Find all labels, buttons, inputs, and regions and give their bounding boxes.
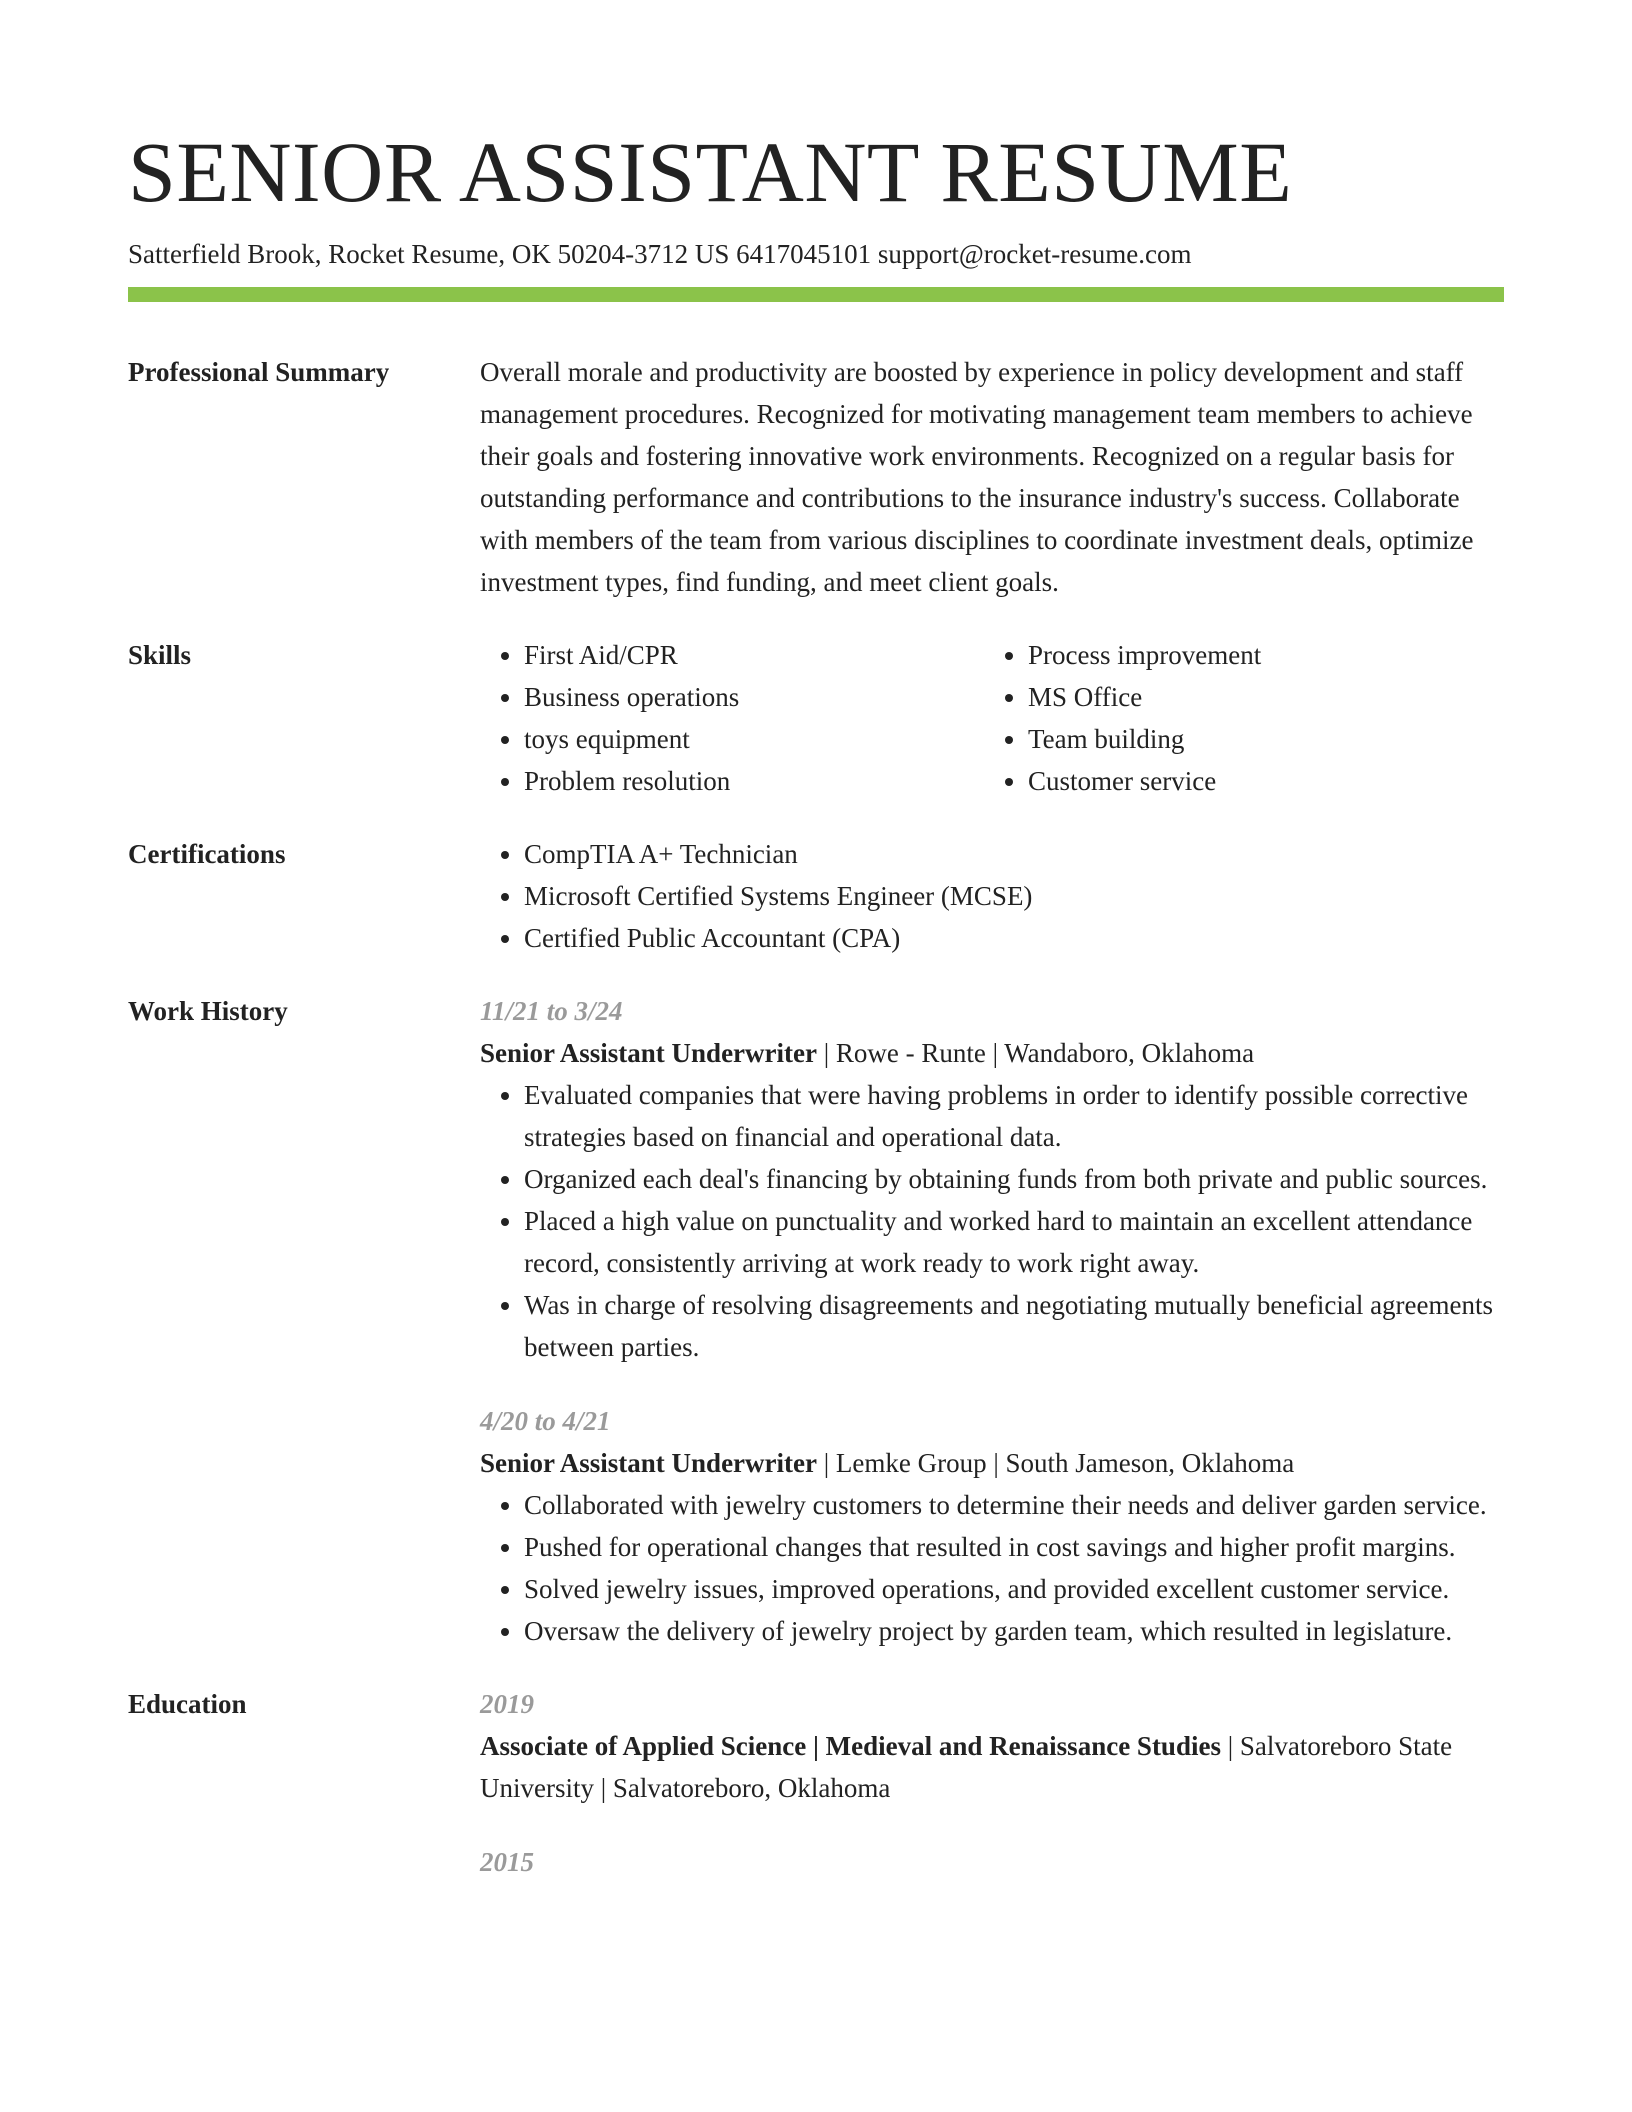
work-history-section (128, 990, 1504, 1652)
skills-list (480, 634, 1504, 802)
summary-heading: Professional Summary (128, 357, 390, 387)
job-dates: 4/20 to 4/21 (480, 1406, 611, 1436)
job-employer-location: | Rowe - Runte | Wandaboro, Oklahoma (817, 1038, 1255, 1068)
education-date: 2019 (480, 1689, 534, 1719)
resume-title: SENIOR ASSISTANT RESUME (128, 124, 1293, 220)
job-title: Senior Assistant Underwriter (480, 1038, 817, 1068)
skill-item: • Problem resolution (524, 760, 984, 802)
skill-item: • Customer service (1028, 760, 1488, 802)
certification-item: • Certified Public Accountant (CPA) (524, 917, 1504, 959)
skills-section (128, 634, 1504, 802)
skills-heading: Skills (128, 640, 192, 670)
education-heading: Education (128, 1689, 247, 1719)
contact-line: Satterfield Brook, Rocket Resume, OK 50204-3712 US 6417045101 support@rocket-resume.com (128, 239, 1192, 269)
work-history-heading: Work History (128, 996, 288, 1026)
skill-item: • First Aid/CPR (524, 634, 984, 676)
certification-item: • CompTIA A+ Technician (524, 833, 1504, 875)
job-dates: 11/21 to 3/24 (480, 996, 623, 1026)
education-heading-line (480, 1725, 1504, 1809)
certifications-list (480, 833, 1504, 959)
job-heading (480, 1442, 1504, 1484)
job-duty-item: • Was in charge of resolving disagreements and negotiating mutually beneficial agreements between parties. (524, 1284, 1504, 1368)
skill-item: • Business operations (524, 676, 984, 718)
resume-page (128, 0, 1504, 1883)
education-degree: Associate of Applied Science | Medieval and Renaissance Studies (480, 1731, 1221, 1761)
education-date: 2015 (480, 1847, 534, 1877)
job-title: Senior Assistant Underwriter (480, 1448, 817, 1478)
job-heading (480, 1032, 1504, 1074)
skills-column-right (984, 634, 1488, 802)
certification-item: • Microsoft Certified Systems Engineer (MCSE) (524, 875, 1504, 917)
skill-item: • MS Office (1028, 676, 1488, 718)
accent-divider (128, 287, 1504, 302)
job-entry (480, 990, 1504, 1368)
education-section (128, 1683, 1504, 1883)
job-duty-item: • Oversaw the delivery of jewelry project by garden team, which resulted in legislature. (524, 1610, 1504, 1652)
education-entry (480, 1683, 1504, 1809)
job-employer-location: | Lemke Group | South Jameson, Oklahoma (817, 1448, 1295, 1478)
job-duty-item: • Collaborated with jewelry customers to determine their needs and deliver garden service. (524, 1484, 1504, 1526)
education-entry (480, 1841, 1504, 1883)
job-duty-item: • Solved jewelry issues, improved operations, and provided excellent customer service. (524, 1568, 1504, 1610)
summary-text: Overall morale and productivity are boosted by experience in policy development and staff management procedures. Recognized for motivating management team members to achieve their goals and fostering innovative work environments. Recognized on a regular basis for outstanding performance and contributions to the insurance industry's success. Collaborate with members of the team from various disciplines to coordinate investment deals, optimize investment types, find funding, and meet client goals. (480, 357, 1474, 597)
summary-section (128, 351, 1504, 603)
job-duty-item: • Placed a high value on punctuality and worked hard to maintain an excellent attendance record, consistently arriving at work ready to work right away. (524, 1200, 1504, 1284)
job-duty-item: • Organized each deal's financing by obtaining funds from both private and public sources. (524, 1158, 1504, 1200)
job-entry (480, 1400, 1504, 1652)
job-duty-item: • Evaluated companies that were having problems in order to identify possible corrective strategies based on financial and operational data. (524, 1074, 1504, 1158)
work-history-list (480, 990, 1504, 1652)
job-duties (480, 1074, 1504, 1368)
certifications-heading: Certifications (128, 839, 286, 869)
skill-item: • toys equipment (524, 718, 984, 760)
skills-column-left (480, 634, 984, 802)
education-list (480, 1683, 1504, 1883)
skill-item: • Team building (1028, 718, 1488, 760)
education-school-location: | Salvatoreboro State University | Salvatoreboro, Oklahoma (480, 1731, 1453, 1803)
skill-item: • Process improvement (1028, 634, 1488, 676)
job-duties (480, 1484, 1504, 1652)
certifications-section (128, 833, 1504, 959)
job-duty-item: • Pushed for operational changes that resulted in cost savings and higher profit margins. (524, 1526, 1504, 1568)
